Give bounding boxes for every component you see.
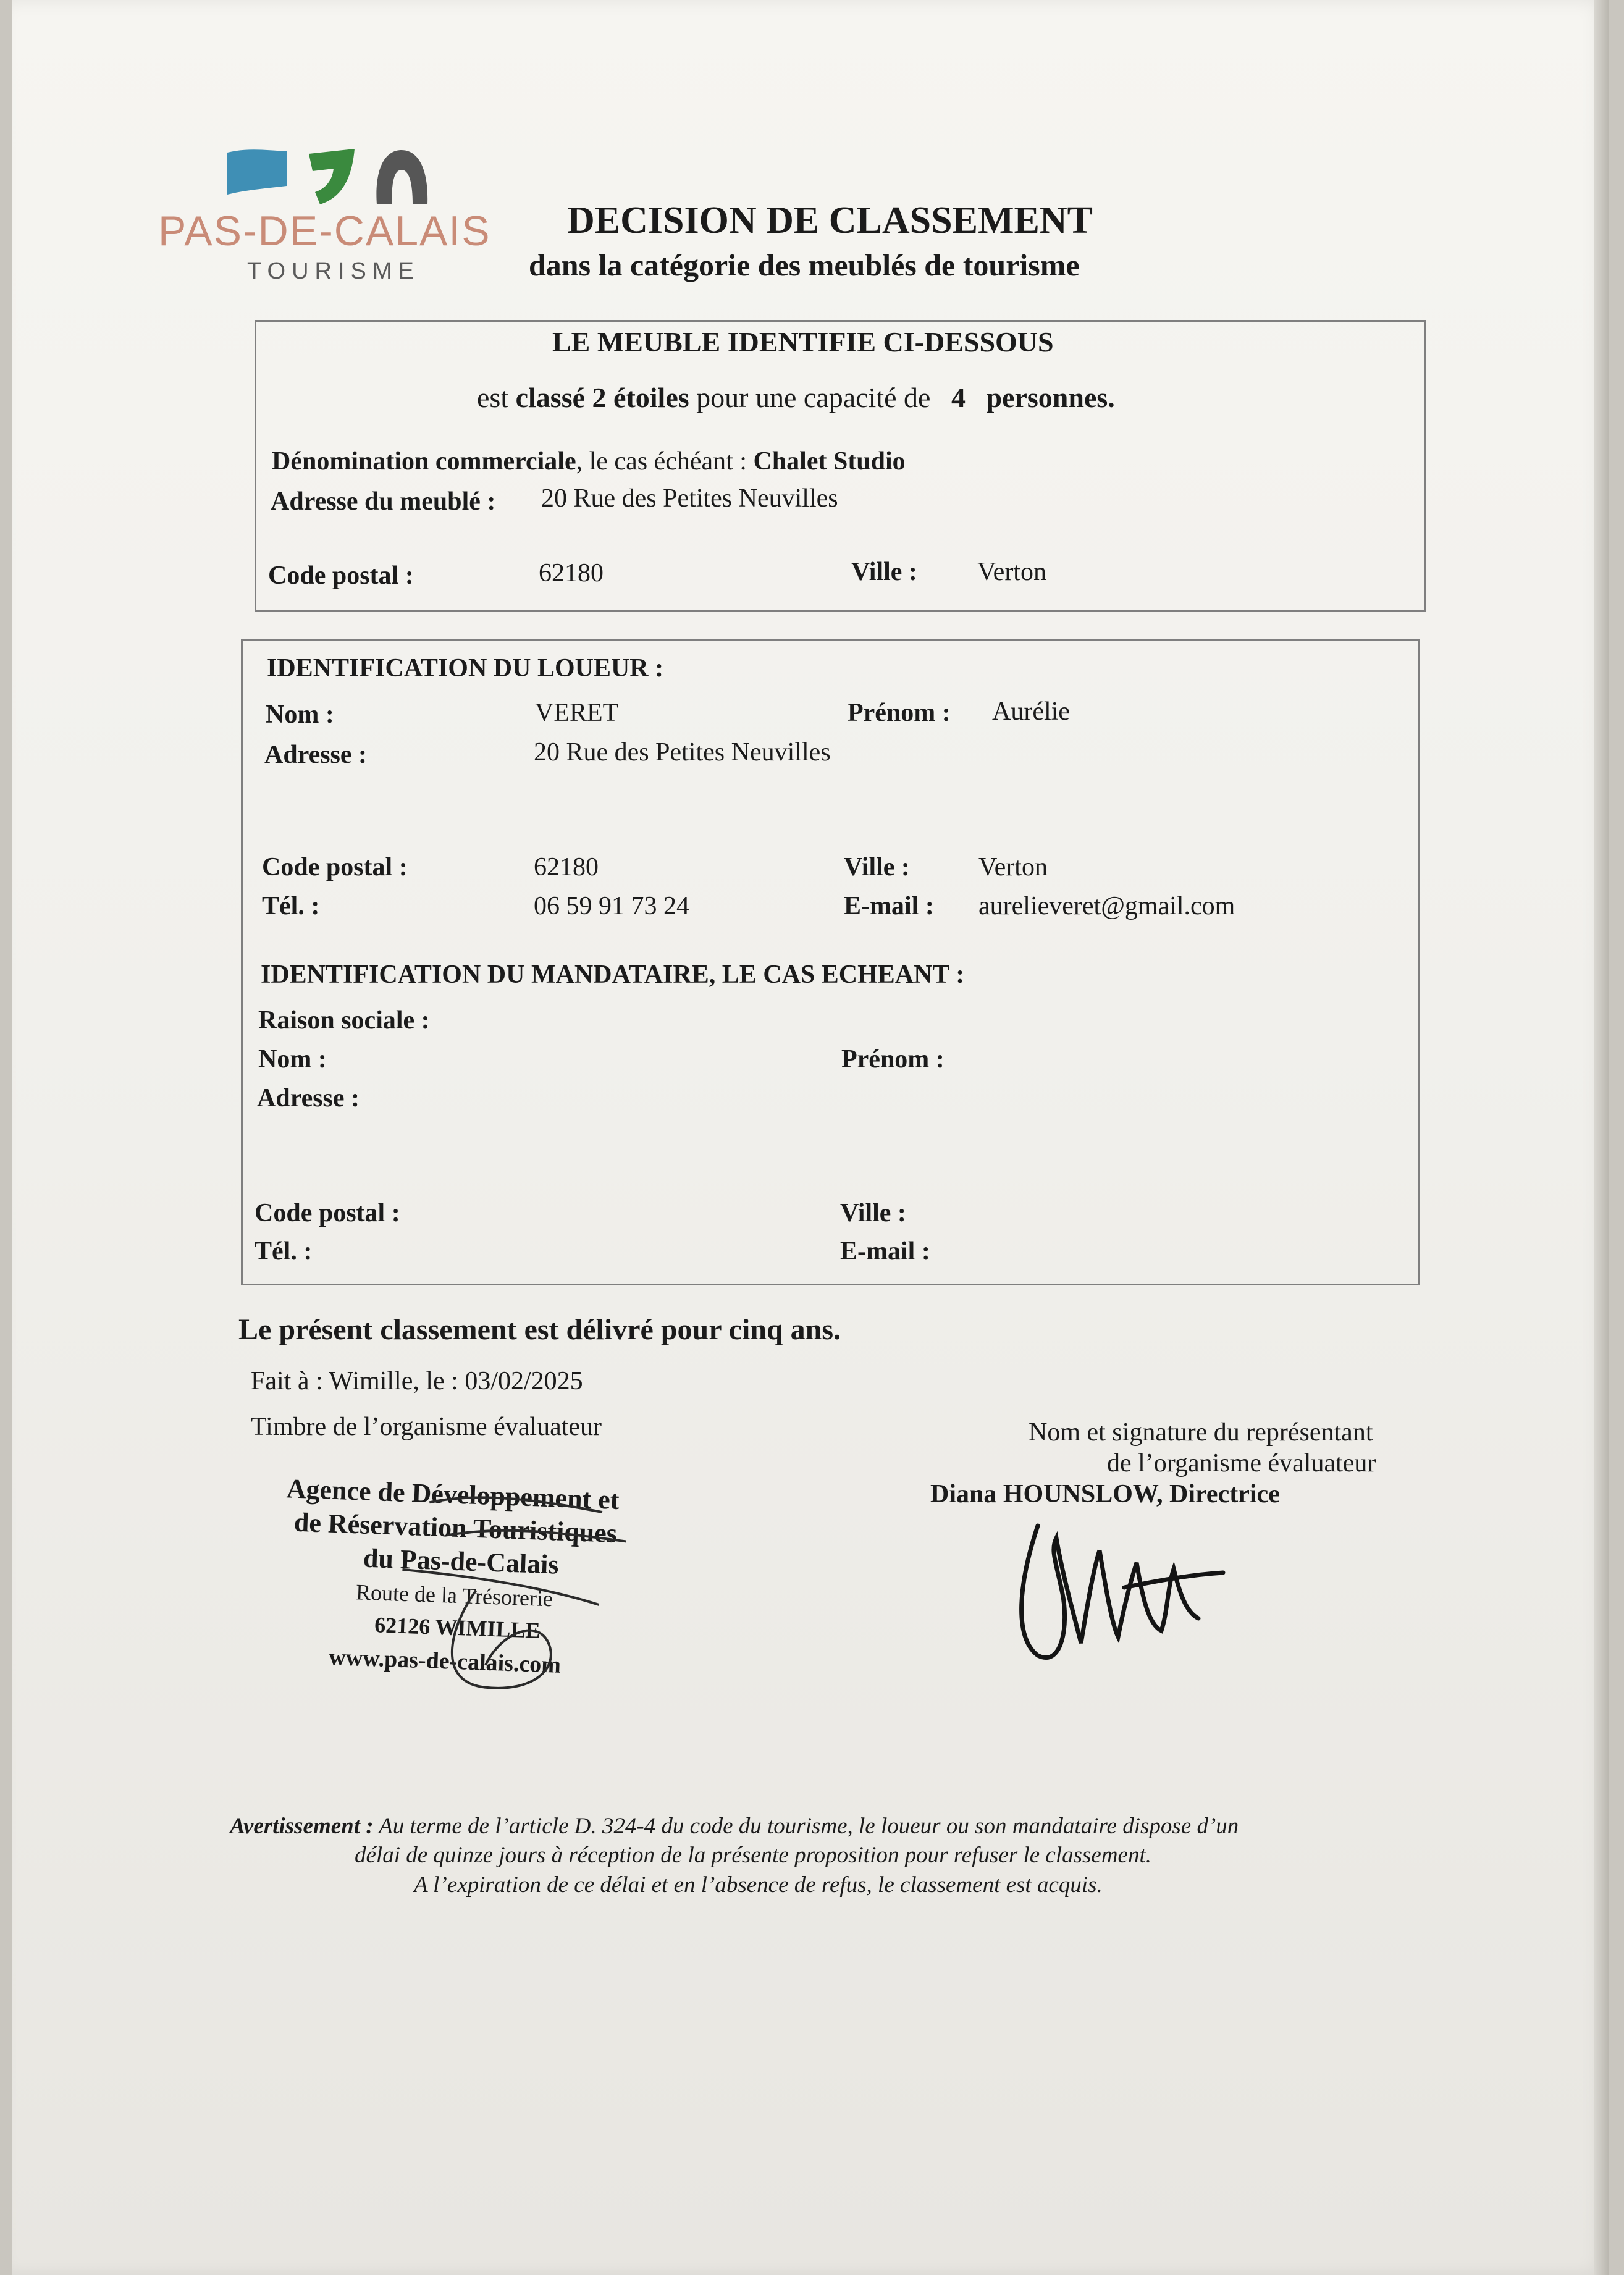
loueur-cp-value: 62180	[534, 853, 599, 881]
logo-icon	[222, 145, 432, 207]
meuble-adresse-label: Adresse du meublé :	[271, 487, 496, 516]
loueur-cp-label: Code postal :	[262, 853, 408, 881]
document-page	[12, 0, 1609, 2275]
avertissement-label: Avertissement :	[230, 1814, 374, 1839]
loueur-nom-value: VERET	[535, 699, 619, 727]
mandataire-cp-label: Code postal :	[255, 1199, 400, 1227]
stamp-line: du Pas-de-Calais	[363, 1542, 560, 1580]
loueur-tel-label: Tél. :	[262, 892, 320, 920]
classement-prefix: est	[477, 382, 516, 413]
loueur-adresse-value: 20 Rue des Petites Neuvilles	[534, 738, 831, 767]
capacite-value: 4	[951, 382, 966, 413]
organisme-stamp	[274, 1473, 678, 1721]
stamp-line: www.pas-de-calais.com	[328, 1644, 562, 1678]
classement-value: classé 2 étoiles	[515, 382, 689, 413]
logo-subtitle: TOURISME	[247, 258, 420, 284]
avertissement-text1: Au terme de l’article D. 324-4 du code du tourisme, le loueur ou son mandataire dispose d’un	[373, 1814, 1239, 1839]
meuble-ville-value: Verton	[977, 558, 1046, 586]
document-title: DECISION DE CLASSEMENT	[567, 200, 1093, 242]
avertissement-line1	[230, 1813, 1239, 1840]
classement-suffix: personnes.	[978, 382, 1115, 413]
mandataire-nom-label: Nom :	[258, 1045, 327, 1074]
signataire-name: Diana HOUNSLOW, Directrice	[930, 1480, 1280, 1508]
classement-line	[477, 381, 1115, 414]
denomination-label: Dénomination commerciale	[272, 447, 576, 476]
loueur-adresse-label: Adresse :	[264, 741, 368, 769]
loueur-prenom-label: Prénom :	[848, 699, 951, 727]
classement-mid: pour une capacité de	[689, 382, 938, 413]
meuble-cp-value: 62180	[539, 559, 604, 587]
meuble-cp-label: Code postal :	[268, 561, 414, 590]
denomination-rest: , le cas échéant :	[576, 447, 754, 476]
logo-grey-mark	[376, 150, 427, 204]
avertissement-line2: délai de quinze jours à réception de la présente proposition pour refuser le classement.	[355, 1843, 1152, 1868]
signature-label-line2: de l’organisme évaluateur	[1107, 1449, 1376, 1478]
duree-classement: Le présent classement est délivré pour cinq ans.	[238, 1313, 841, 1346]
logo-blue-mark	[227, 149, 287, 195]
document-subtitle: dans la catégorie des meublés de tourisme	[529, 248, 1080, 282]
loueur-ville-label: Ville :	[844, 853, 910, 881]
meuble-adresse-value: 20 Rue des Petites Neuvilles	[541, 484, 838, 513]
stamp-line: de Réservation Touristiques	[293, 1507, 618, 1549]
page-edge	[1594, 0, 1609, 2275]
mandataire-tel-label: Tél. :	[255, 1237, 313, 1266]
meuble-ville-label: Ville :	[851, 558, 917, 586]
avertissement-line3: A l’expiration de ce délai et en l’absence de refus, le classement est acquis.	[414, 1872, 1103, 1898]
denomination-value: Chalet Studio	[753, 447, 906, 476]
loueur-ville-value: Verton	[978, 853, 1048, 881]
mandataire-adresse-label: Adresse :	[257, 1084, 360, 1112]
denomination-row	[272, 447, 906, 476]
loueur-prenom-value: Aurélie	[992, 697, 1070, 726]
signature-icon	[1013, 1513, 1235, 1674]
loueur-nom-label: Nom :	[266, 700, 334, 729]
mandataire-ville-label: Ville :	[840, 1199, 906, 1227]
mandataire-email-label: E-mail :	[840, 1237, 930, 1266]
mandataire-raison-label: Raison sociale :	[258, 1006, 430, 1035]
loueur-heading: IDENTIFICATION DU LOUEUR :	[267, 654, 664, 683]
stamp-scribble-icon	[274, 1473, 678, 1721]
mandataire-heading: IDENTIFICATION DU MANDATAIRE, LE CAS ECHEANT :	[261, 961, 965, 989]
loueur-email-label: E-mail :	[844, 892, 934, 920]
logo-name: PAS-DE-CALAIS	[158, 208, 491, 254]
meuble-heading: LE MEUBLE IDENTIFIE CI-DESSOUS	[552, 326, 1054, 358]
loueur-tel-value: 06 59 91 73 24	[534, 892, 689, 920]
signature-label-line1: Nom et signature du représentant	[1029, 1418, 1373, 1447]
stamp-line: Agence de Développement et	[286, 1473, 620, 1516]
logo-green-mark	[309, 149, 355, 204]
fait-a: Fait à : Wimille, le : 03/02/2025	[251, 1367, 583, 1395]
stamp-line: Route de la Trésorerie	[355, 1579, 553, 1612]
loueur-email-value: aurelieveret@gmail.com	[978, 892, 1235, 920]
timbre-label: Timbre de l’organisme évaluateur	[251, 1413, 602, 1441]
stamp-line: 62126 WIMILLE	[374, 1612, 541, 1643]
mandataire-prenom-label: Prénom :	[841, 1045, 945, 1074]
